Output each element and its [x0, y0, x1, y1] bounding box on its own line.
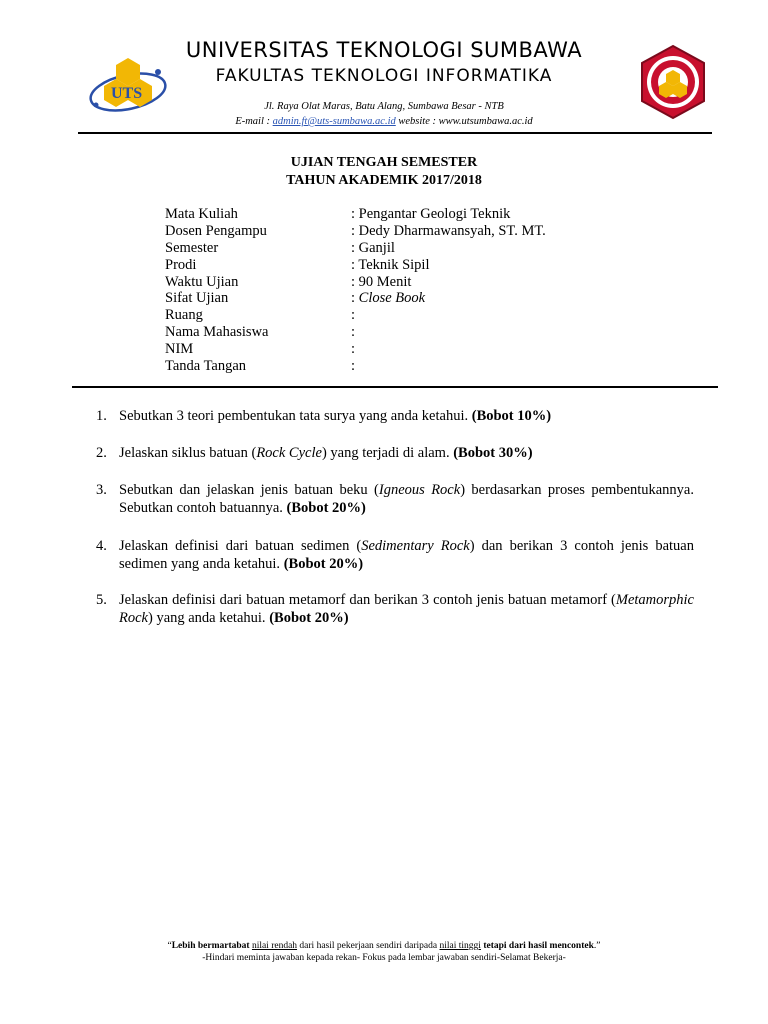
- footer-bold-text: tetapi dari hasil mencontek: [480, 941, 594, 951]
- question-text: [119, 537, 694, 573]
- info-row: [165, 257, 546, 274]
- info-row: [165, 274, 546, 291]
- info-value: :: [351, 358, 356, 375]
- info-label: Semester: [165, 239, 219, 256]
- question-weight: (Bobot 20%): [283, 556, 364, 572]
- question-number: 5.: [96, 592, 107, 608]
- info-row: [165, 324, 546, 341]
- email-link[interactable]: admin.ft@uts-sumbawa.ac.id: [272, 116, 396, 127]
- question-number: 1.: [96, 408, 107, 424]
- question-number: 2.: [96, 445, 107, 461]
- uts-logo-text: UTS: [111, 85, 143, 102]
- question-item: [96, 407, 551, 425]
- question-item: [96, 481, 694, 517]
- email-label: E-mail :: [235, 116, 273, 127]
- address: Jl. Raya Olat Maras, Batu Alang, Sumbawa Besar - NTB: [264, 101, 504, 112]
- question-text: [119, 481, 694, 517]
- info-label: Tanda Tangan: [165, 358, 247, 375]
- question-text-part: Sebutkan 3 teori pembentukan tata surya yang anda ketahui.: [119, 408, 472, 424]
- info-row: [165, 223, 546, 240]
- question-term: Igneous Rock: [378, 482, 461, 498]
- question-text-part: ) yang terjadi di alam.: [321, 445, 454, 461]
- info-value: : Dedy Dharmawansyah, ST. MT.: [351, 222, 546, 239]
- question-text-part: Sebutkan dan jelaskan jenis batuan beku (: [119, 482, 379, 498]
- question-item: [96, 444, 533, 462]
- question-item: [96, 591, 694, 627]
- question-term: Metamorphic Rock: [119, 592, 694, 626]
- footer-bold-text: Lebih bermartabat: [171, 941, 252, 951]
- footer-note: -Hindari meminta jawaban kepada rekan- Fokus pada lembar jawaban sendiri-Selamat Bekerja-: [202, 953, 566, 963]
- website-text: www.utsumbawa.ac.id: [438, 116, 533, 127]
- info-label: Prodi: [165, 256, 197, 273]
- university-name: UNIVERSITAS TEKNOLOGI SUMBAWA: [185, 38, 583, 62]
- footer-underline-text: nilai rendah: [251, 941, 298, 951]
- question-weight: (Bobot 20%): [286, 500, 366, 516]
- question-text-part: Jelaskan siklus batuan (: [119, 445, 257, 461]
- info-row: [165, 206, 546, 223]
- info-label: NIM: [165, 341, 194, 358]
- info-row: [165, 240, 546, 257]
- exam-title: UJIAN TENGAH SEMESTER: [290, 155, 478, 170]
- question-number: 4.: [96, 538, 107, 554]
- info-value: : Teknik Sipil: [351, 256, 430, 273]
- info-value: : Pengantar Geologi Teknik: [351, 206, 511, 222]
- section-divider: [72, 386, 718, 388]
- question-text-part: ) yang anda ketahui.: [147, 610, 270, 626]
- footer-quote-mark: “: [167, 941, 172, 951]
- question-weight: (Bobot 20%): [269, 610, 349, 626]
- info-value: :: [351, 324, 356, 341]
- info-row: [165, 307, 546, 324]
- footer-quote: [0, 940, 768, 952]
- footer-quote-mark: .”: [593, 941, 601, 951]
- website-label: website :: [395, 116, 439, 127]
- info-value: : Ganjil: [351, 239, 395, 256]
- info-row: [165, 341, 546, 358]
- academic-year: TAHUN AKADEMIK 2017/2018: [286, 173, 482, 188]
- faculty-name: FAKULTAS TEKNOLOGI INFORMATIKA: [215, 66, 553, 86]
- info-label: Mata Kuliah: [165, 206, 238, 222]
- question-text: [119, 444, 533, 462]
- question-number: 3.: [96, 482, 107, 498]
- question-text-part: Jelaskan definisi dari batuan metamorf dan berikan 3 contoh jenis batuan metamorf (: [119, 592, 616, 608]
- question-text-part: ) dan berikan 3 contoh jenis batuan sedimen yang anda ketahui.: [119, 538, 694, 572]
- contact-line: [0, 116, 768, 127]
- info-value-prefix: :: [351, 290, 359, 307]
- info-row: [165, 358, 546, 375]
- info-value: :: [351, 341, 356, 358]
- question-item: [96, 537, 694, 573]
- question-weight: (Bobot 30%): [453, 445, 533, 461]
- question-text: [119, 407, 551, 425]
- info-row: [165, 290, 546, 307]
- question-term: Sedimentary Rock: [361, 538, 470, 554]
- question-text: [119, 591, 694, 627]
- info-label: Dosen Pengampu: [165, 222, 267, 239]
- footer-underline-text: nilai tinggi: [439, 941, 481, 951]
- info-value: Close Book: [358, 290, 426, 307]
- info-label: Waktu Ujian: [165, 273, 239, 290]
- question-weight: (Bobot 10%): [471, 408, 552, 424]
- footer-text: dari hasil pekerjaan sendiri daripada: [297, 941, 440, 951]
- question-text-part: Jelaskan definisi dari batuan sedimen (: [119, 538, 362, 554]
- info-value: :: [351, 307, 356, 324]
- info-label: Nama Mahasiswa: [165, 324, 269, 341]
- info-label: Sifat Ujian: [165, 290, 229, 307]
- header-divider: [78, 132, 712, 134]
- exam-info-table: [165, 206, 546, 375]
- question-text-part: ) berdasarkan proses pembentukannya. Sebutkan contoh batuannya.: [119, 482, 694, 516]
- question-term: Rock Cycle: [256, 445, 322, 461]
- info-label: Ruang: [165, 307, 203, 324]
- info-value: : 90 Menit: [351, 273, 412, 290]
